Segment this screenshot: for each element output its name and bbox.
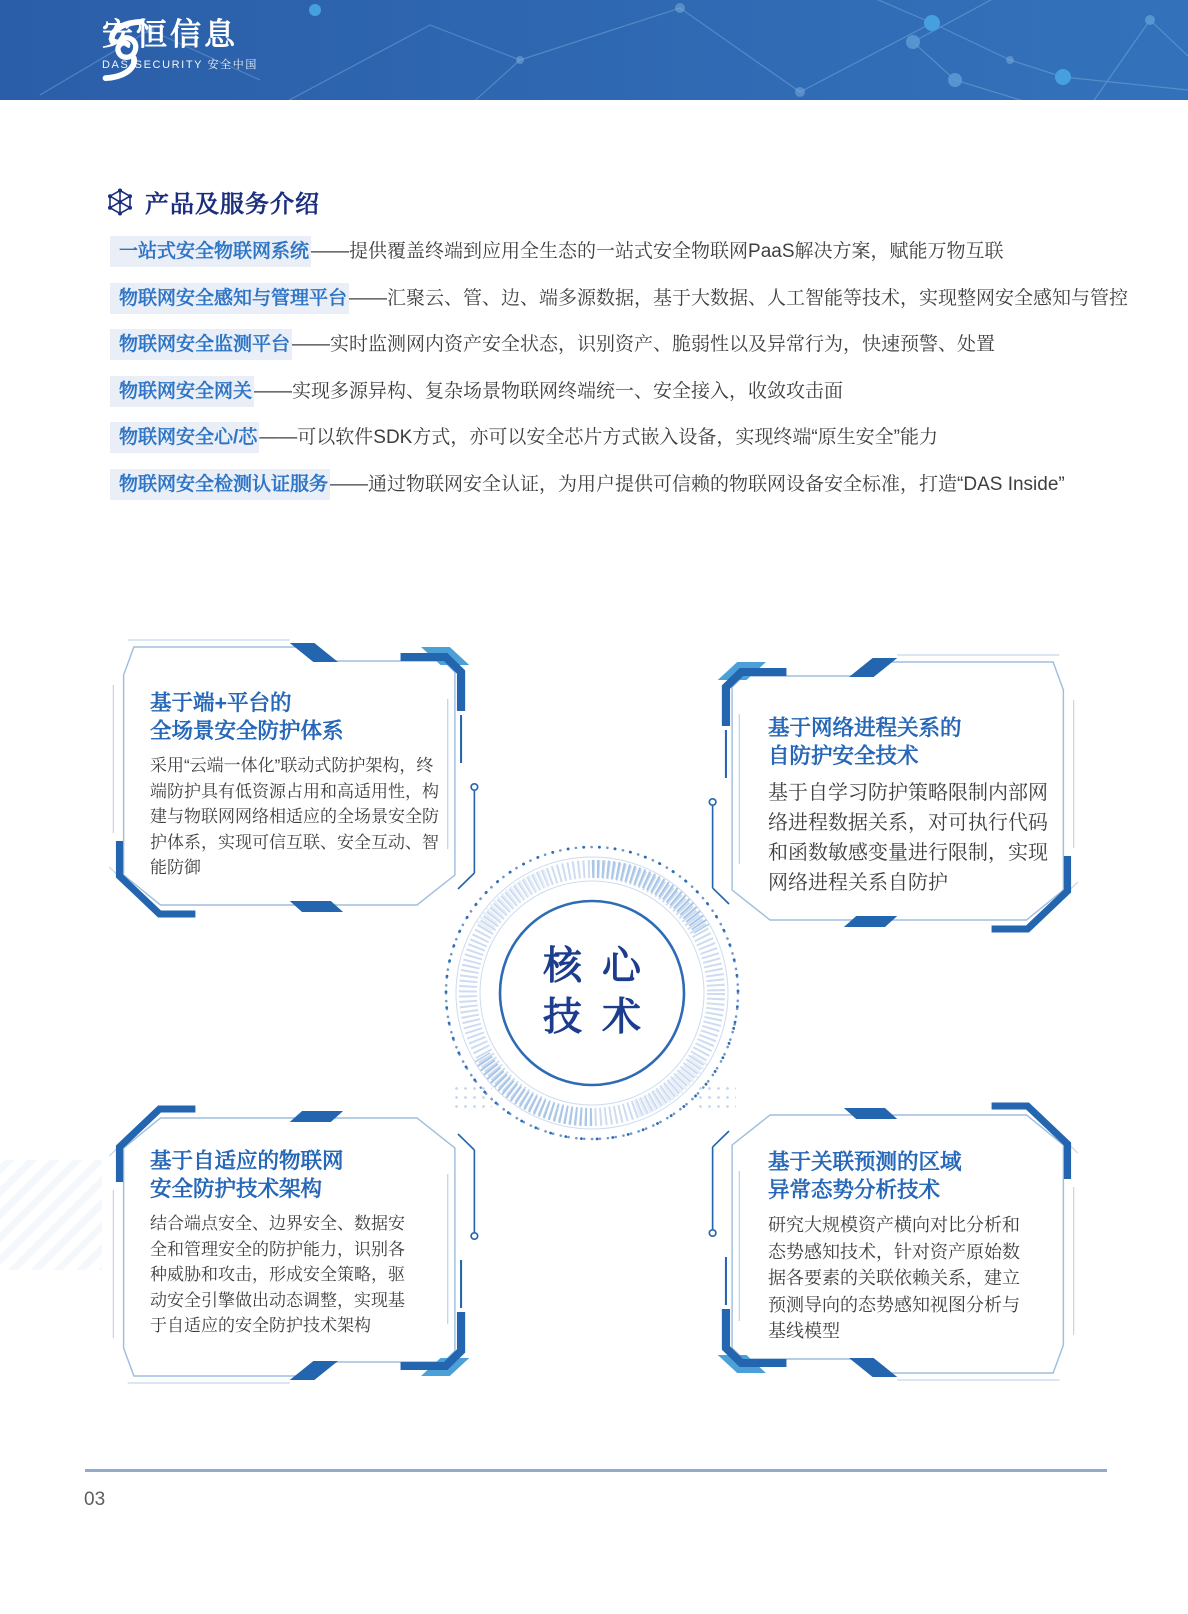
quadrant-title-line1: 基于关联预测的区域 bbox=[768, 1150, 962, 1174]
product-description: ——提供覆盖终端到应用全生态的一站式安全物联网PaaS解决方案，赋能万物互联 bbox=[311, 241, 1004, 262]
quadrant-title-line2: 异常态势分析技术 bbox=[768, 1177, 941, 1202]
product-description: ——实时监测网内资产安全状态，识别资产、脆弱性以及异常行为，快速预警、处置 bbox=[292, 334, 996, 355]
quadrant-body: 研究大规模资产横向对比分析和态势感知技术，针对资产原始数据各要素的关联依赖关系，建立预测导向的态势感知视图分析与基线模型 bbox=[768, 1215, 1020, 1341]
quadrant-title-line2: 全场景安全防护体系 bbox=[150, 718, 344, 743]
hexagon-wireframe-icon bbox=[106, 188, 134, 216]
product-name: 一站式安全物联网系统 bbox=[110, 236, 311, 267]
quadrant-title bbox=[768, 1149, 1068, 1204]
product-name: 物联网安全感知与管理平台 bbox=[110, 283, 349, 314]
brand-subtitle: DAS-SECURITY 安全中国 bbox=[102, 59, 258, 71]
quadrant-body: 基于自学习防护策略限制内部网络进程数据关系，对可执行代码和函数敏感变量进行限制，实现网络进程关系自防护 bbox=[768, 782, 1048, 894]
quadrant-title-line2: 安全防护技术架构 bbox=[150, 1176, 323, 1201]
product-list bbox=[110, 236, 1129, 515]
core-label-line2: 技术 bbox=[542, 996, 661, 1039]
list-item bbox=[110, 329, 1100, 360]
das-security-swirl-icon bbox=[92, 18, 154, 82]
quadrant-title bbox=[150, 1148, 450, 1203]
list-item bbox=[110, 469, 1100, 500]
core-technology-label bbox=[492, 941, 692, 1043]
dot-matrix-decoration bbox=[696, 1084, 736, 1114]
product-description: ——通过物联网安全认证，为用户提供可信赖的物联网设备安全标准，打造“DAS Inside” bbox=[330, 473, 1065, 495]
quadrant-body: 结合端点安全、边界安全、数据安全和管理安全的防护能力，识别各种威胁和攻击，形成安全策略，驱动安全引擎做出动态调整，实现基于自适应的安全防护技术架构 bbox=[150, 1214, 405, 1335]
quadrant-body: 采用“云端一体化”联动式防护架构，终端防护具有低资源占用和高适用性，构建与物联网网络相适应的全场景安全防护体系，实现可信互联、安全互动、智能防御 bbox=[150, 756, 439, 877]
quadrant-title bbox=[150, 690, 450, 745]
company-logo bbox=[92, 18, 258, 72]
product-name: 物联网安全网关 bbox=[110, 376, 254, 407]
brand-name: 安恒信息 bbox=[102, 17, 238, 52]
product-name: 物联网安全心/芯 bbox=[110, 422, 259, 453]
core-quadrant-top-left bbox=[150, 690, 450, 881]
product-name: 物联网安全检测认证服务 bbox=[110, 469, 330, 500]
quadrant-title-line1: 基于端+平台的 bbox=[150, 691, 292, 715]
list-item bbox=[110, 422, 1100, 453]
core-quadrant-top-right bbox=[768, 715, 1068, 898]
section-heading bbox=[106, 184, 320, 219]
quadrant-title bbox=[768, 715, 1068, 770]
page-number: 03 bbox=[84, 1489, 106, 1510]
page-title: 产品及服务介绍 bbox=[145, 191, 320, 218]
core-label-line1: 核心 bbox=[542, 945, 661, 988]
quadrant-title-line2: 自防护安全技术 bbox=[768, 743, 919, 768]
product-description: ——可以软件SDK方式，亦可以安全芯片方式嵌入设备，实现终端“原生安全”能力 bbox=[259, 427, 939, 448]
quadrant-title-line1: 基于自适应的物联网 bbox=[150, 1149, 344, 1173]
diagonal-stripe-decoration bbox=[0, 1160, 102, 1270]
header-banner bbox=[0, 0, 1188, 100]
quadrant-title-line1: 基于网络进程关系的 bbox=[768, 716, 962, 740]
list-item bbox=[110, 283, 1129, 314]
product-description: ——汇聚云、管、边、端多源数据，基于大数据、人工智能等技术，实现整网安全感知与管控 bbox=[349, 287, 1129, 309]
core-quadrant-bottom-left bbox=[150, 1148, 450, 1339]
core-quadrant-bottom-right bbox=[768, 1149, 1068, 1345]
product-description: ——实现多源异构、复杂场景物联网终端统一、安全接入，收敛攻击面 bbox=[254, 380, 844, 402]
footer-divider bbox=[85, 1469, 1107, 1472]
dot-matrix-decoration bbox=[452, 1084, 492, 1114]
product-name: 物联网安全监测平台 bbox=[110, 329, 292, 360]
list-item bbox=[110, 376, 1100, 407]
list-item bbox=[110, 236, 1100, 267]
